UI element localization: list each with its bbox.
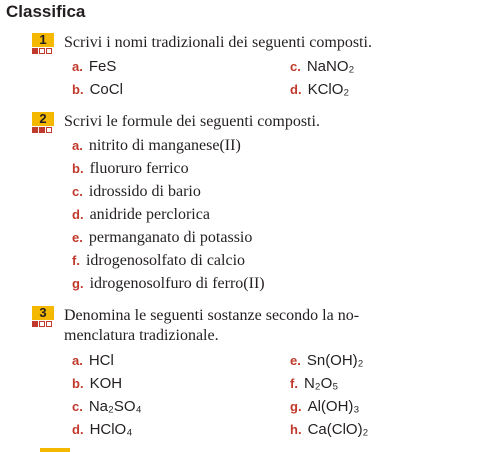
ex3-item-a [72,351,114,371]
exercise-1-number: 1 [32,33,54,47]
item-letter: g. [72,276,84,291]
ex2-item-f [72,251,245,271]
item-letter: a. [72,353,83,368]
ex3-item-d [72,420,132,440]
item-letter: f. [72,253,80,268]
item-letter: d. [290,82,302,97]
item-text: NaNO₂ [306,58,355,75]
item-text: Al(OH)₃ [307,398,360,415]
item-text: idrogenosolfato di calcio [85,252,246,269]
item-text: HCl [88,352,114,369]
exercise-3-prompt-line-2: menclatura tradizionale. [64,327,219,344]
item-text: permanganato di potassio [88,229,253,246]
item-letter: c. [72,399,83,414]
item-letter: b. [72,376,84,391]
item-text: CoCl [89,81,123,98]
exercise-3-prompt [64,306,359,346]
item-text: HClO₄ [89,421,133,438]
ex3-item-f [290,374,338,394]
ex3-item-g [290,397,360,417]
difficulty-indicator [32,321,58,327]
exercise-1-prompt: Scrivi i nomi tradizionali dei seguenti composti. [64,34,372,51]
item-text: Ca(ClO)₂ [307,421,369,438]
item-text: Na₂SO₄ [88,398,142,415]
ex3-item-b [72,374,122,394]
exercise-1-badge [32,33,58,54]
exercise-2-prompt: Scrivi le formule dei seguenti composti. [64,113,320,130]
item-text: KClO₂ [307,81,350,98]
item-text: fluoruro ferrico [89,160,189,177]
item-text: anidride perclorica [89,206,210,223]
item-letter: e. [72,230,83,245]
item-text: idrogenosolfuro di ferro(II) [89,275,265,292]
ex2-item-g [72,274,265,294]
ex2-item-c [72,182,201,202]
ex2-item-a [72,136,241,156]
item-letter: g. [290,399,302,414]
ex1-item-d [290,80,349,100]
exercise-3-badge [32,306,58,327]
item-text: idrossido di bario [88,183,201,200]
ex3-item-h [290,420,368,440]
ex2-item-e [72,228,252,248]
item-letter: b. [72,82,84,97]
item-letter: h. [290,422,302,437]
item-letter: a. [72,138,83,153]
ex1-item-a [72,57,116,77]
item-text: FeS [88,58,117,75]
ex1-item-b [72,80,123,100]
section-title: Classifica [6,2,86,21]
item-text: Sn(OH)₂ [306,352,364,369]
item-letter: d. [72,207,84,222]
item-text: N₂O₅ [303,375,339,392]
item-letter: d. [72,422,84,437]
ex1-item-c [290,57,354,77]
difficulty-indicator [32,127,58,133]
item-letter: c. [290,59,301,74]
item-letter: f. [290,376,298,391]
ex2-item-d [72,205,210,225]
difficulty-indicator [32,48,58,54]
ex2-item-b [72,159,189,179]
item-letter: e. [290,353,301,368]
exercise-3-number: 3 [32,306,54,320]
item-letter: c. [72,184,83,199]
decorative-bar [40,448,70,452]
ex3-item-e [290,351,364,371]
exercise-2-number: 2 [32,112,54,126]
item-letter: b. [72,161,84,176]
item-text: KOH [89,375,123,392]
ex3-item-c [72,397,142,417]
exercise-2-badge [32,112,58,133]
item-letter: a. [72,59,83,74]
item-text: nitrito di manganese(II) [88,137,241,154]
exercise-3-prompt-line-1: Denomina le seguenti sostanze secondo la no- [64,307,360,324]
